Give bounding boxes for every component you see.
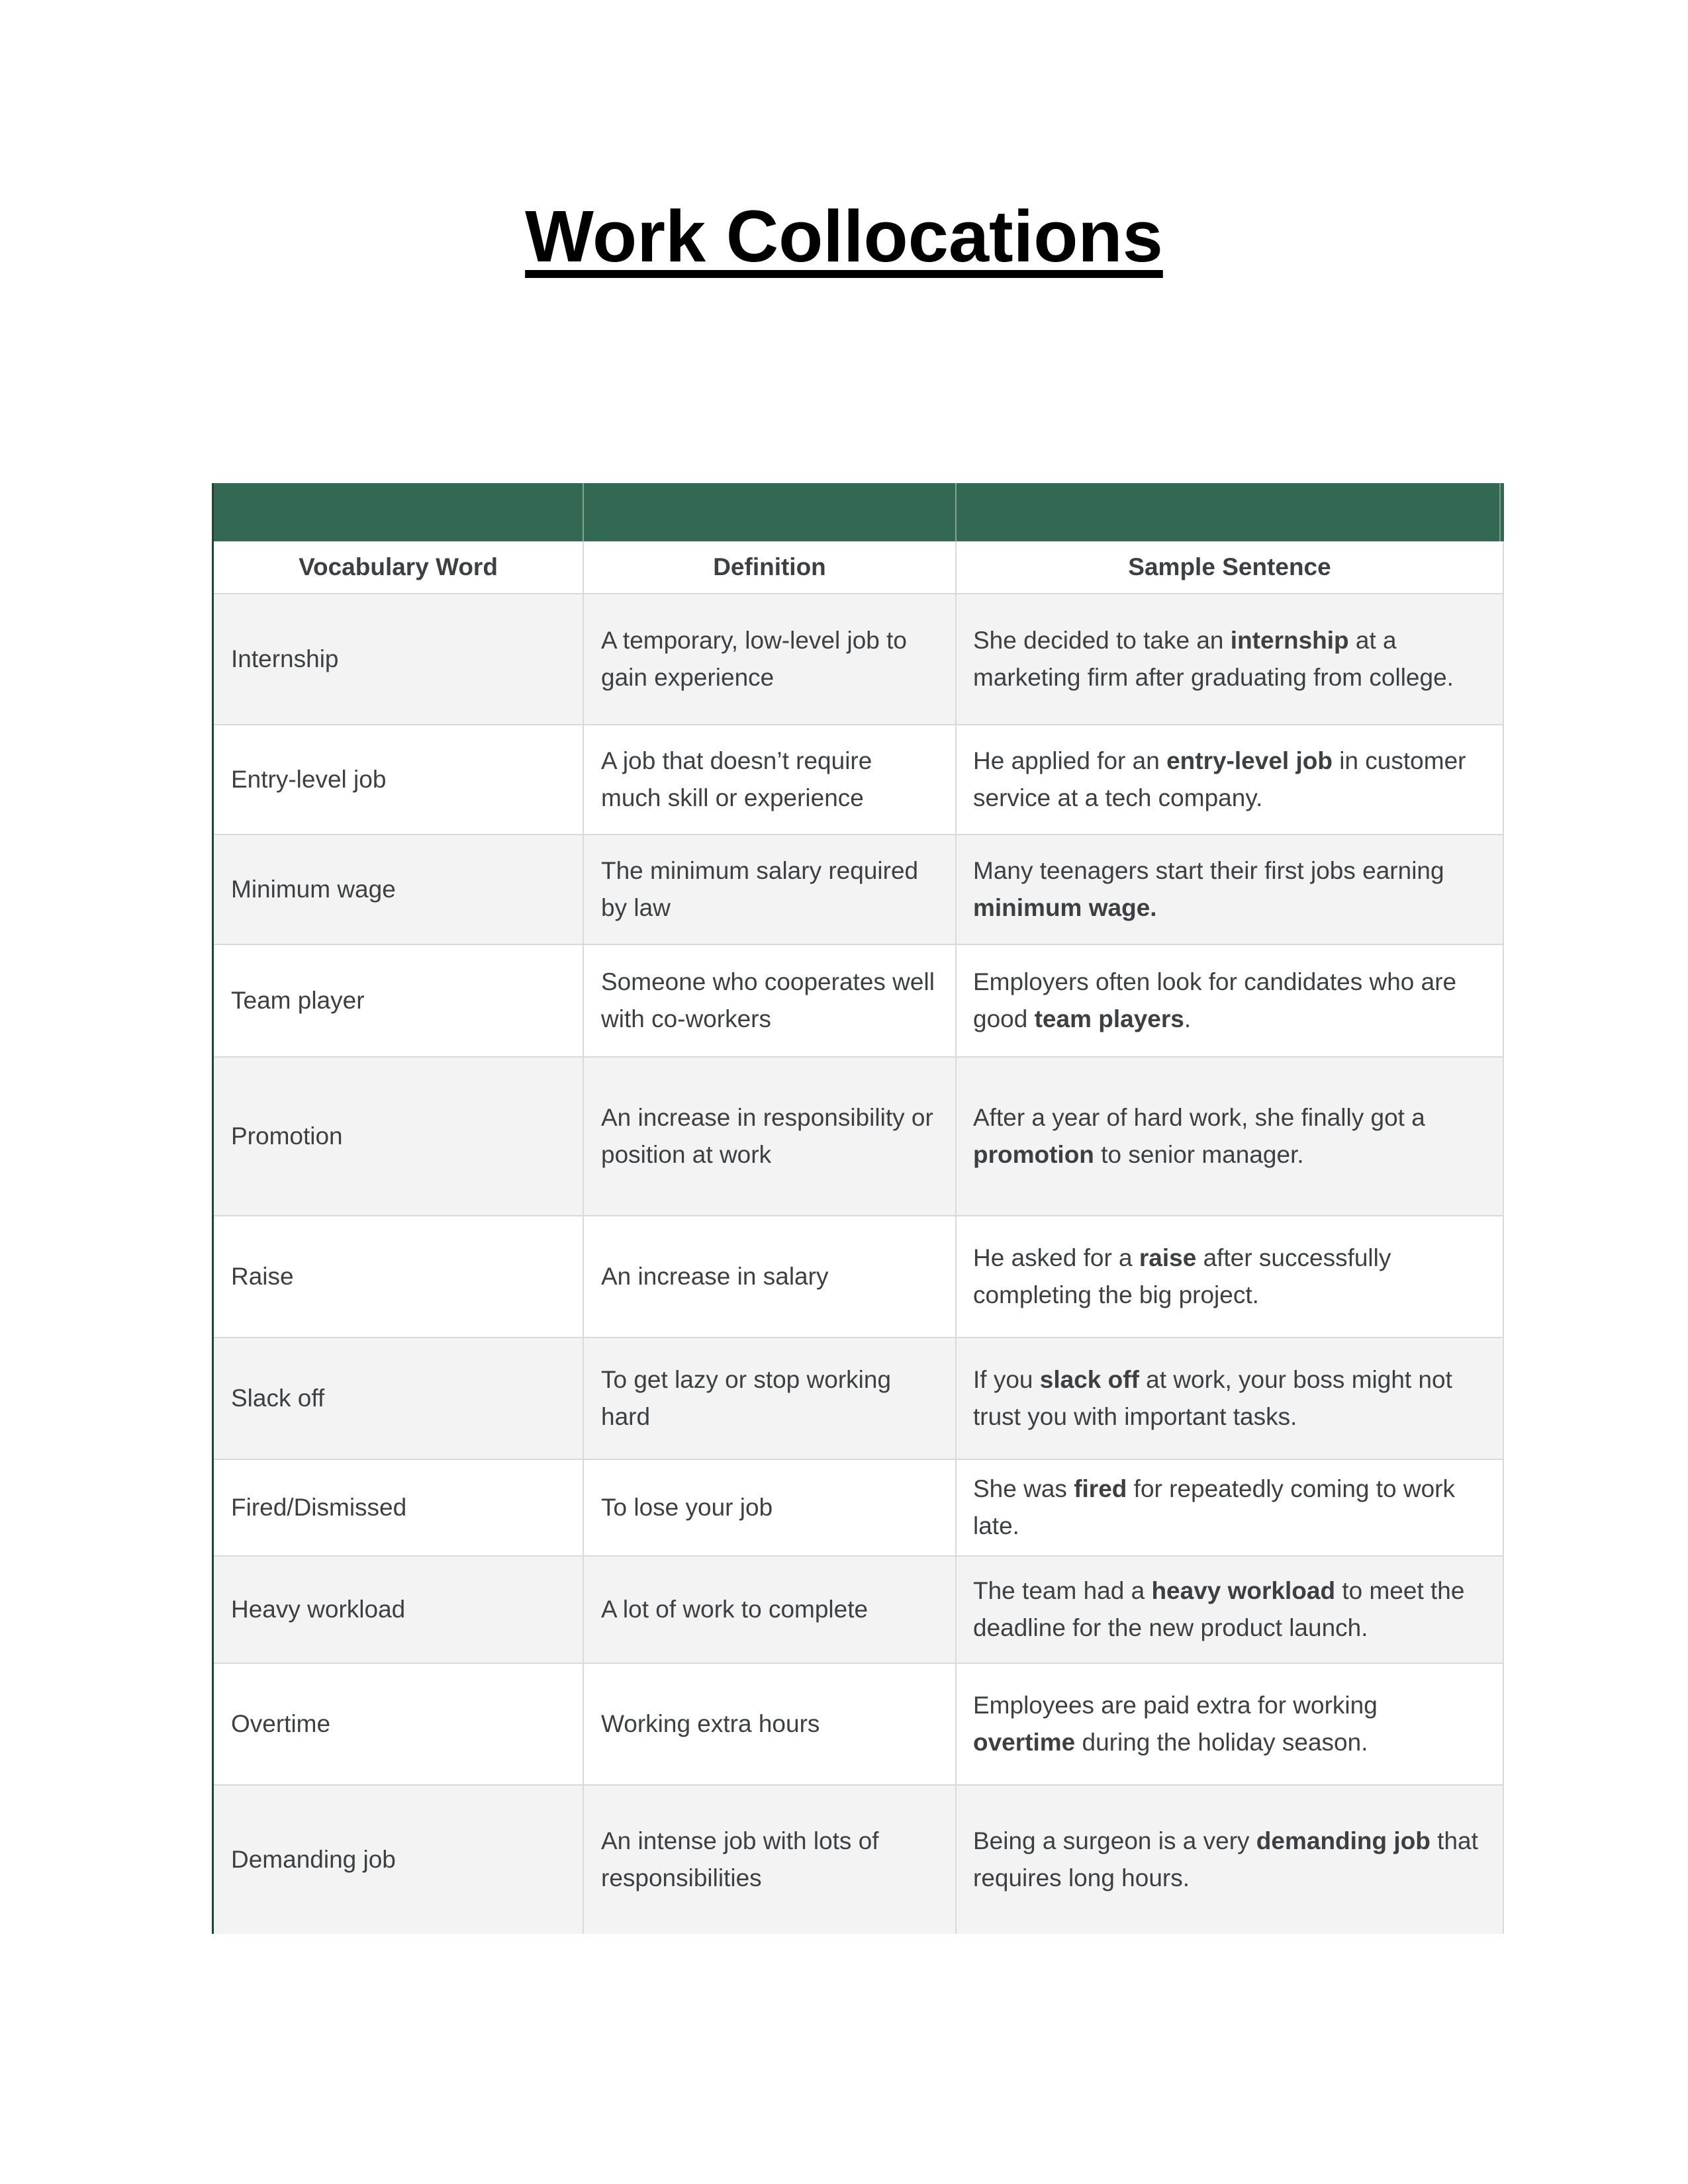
- vocab-word-cell: [214, 1557, 584, 1662]
- definition-cell: [584, 1664, 957, 1784]
- collocation-term: slack off: [1039, 1366, 1139, 1393]
- table-row: [214, 835, 1504, 945]
- header-band-cell: [584, 483, 957, 541]
- collocation-term: internship: [1230, 627, 1349, 654]
- sentence-text: after successfully completing the big project.: [973, 1244, 1391, 1308]
- vocab-word-cell: [214, 835, 584, 944]
- definition-cell: [584, 1557, 957, 1662]
- vocabulary-table: [212, 483, 1504, 1934]
- sample-sentence-cell-text: [973, 743, 1483, 817]
- collocation-term: team players: [1034, 1005, 1184, 1032]
- table-row: [214, 1058, 1504, 1216]
- definition-cell: [584, 835, 957, 944]
- definition-cell-text: An increase in responsibility or position at work: [601, 1104, 933, 1168]
- definition-cell-text: Someone who cooperates well with co-workers: [601, 968, 935, 1032]
- vocab-word-cell: [214, 1664, 584, 1784]
- definition-cell-text: An increase in salary: [601, 1263, 829, 1290]
- sample-sentence-cell: [957, 1338, 1503, 1459]
- vocab-word-cell-text: Minimum wage: [231, 876, 396, 903]
- table-row: [214, 725, 1504, 835]
- sentence-text: to senior manager.: [1094, 1141, 1304, 1168]
- sentence-text: Being a surgeon is a very: [973, 1827, 1256, 1854]
- sample-sentence-cell-text: [973, 622, 1483, 696]
- table-row: [214, 1338, 1504, 1460]
- sentence-text: If you: [973, 1366, 1040, 1393]
- sample-sentence-cell-text: [973, 1471, 1483, 1545]
- definition-cell-text: The minimum salary required by law: [601, 857, 919, 921]
- sample-sentence-cell: [957, 1058, 1503, 1215]
- sample-sentence-cell-text: [973, 1240, 1483, 1314]
- sample-sentence-cell: [957, 945, 1503, 1056]
- table-row: [214, 945, 1504, 1058]
- sentence-text: He asked for a: [973, 1244, 1139, 1271]
- collocation-term: overtime: [973, 1729, 1076, 1756]
- collocation-term: entry-level job: [1166, 747, 1333, 774]
- sentence-text: After a year of hard work, she finally got a: [973, 1104, 1425, 1131]
- definition-cell-text: A lot of work to complete: [601, 1596, 868, 1623]
- definition-cell-text: Working extra hours: [601, 1710, 820, 1737]
- page-title: Work Collocations: [525, 196, 1163, 277]
- sample-sentence-cell-text: [973, 1099, 1483, 1173]
- definition-cell: [584, 1216, 957, 1337]
- definition-cell-text: To lose your job: [601, 1494, 773, 1521]
- definition-cell: [584, 945, 957, 1056]
- vocab-word-cell-text: Demanding job: [231, 1846, 396, 1873]
- sample-sentence-cell: [957, 1460, 1503, 1555]
- collocation-term: promotion: [973, 1141, 1094, 1168]
- definition-cell-text: A temporary, low-level job to gain experience: [601, 627, 908, 691]
- collocation-term: minimum wage.: [973, 894, 1157, 921]
- table-row: [214, 1786, 1504, 1934]
- sample-sentence-cell: [957, 594, 1503, 724]
- table-header-row: [214, 541, 1504, 594]
- vocab-word-cell: [214, 945, 584, 1056]
- vocab-word-cell-text: Raise: [231, 1263, 294, 1290]
- sentence-text: Many teenagers start their first jobs earning: [973, 857, 1444, 884]
- vocab-word-cell-text: Slack off: [231, 1385, 325, 1412]
- definition-cell: [584, 1338, 957, 1459]
- definition-cell: [584, 1786, 957, 1934]
- sample-sentence-cell-text: [973, 1572, 1483, 1647]
- sentence-text: during the holiday season.: [1075, 1729, 1368, 1756]
- table-row: [214, 594, 1504, 725]
- sample-sentence-cell: [957, 1786, 1503, 1934]
- definition-cell-text: An intense job with lots of responsibilities: [601, 1827, 879, 1891]
- vocab-word-cell-text: Overtime: [231, 1710, 331, 1737]
- column-header-vocabulary-word: Vocabulary Word: [214, 541, 584, 593]
- sample-sentence-cell-text: [973, 1687, 1483, 1761]
- definition-cell-text: A job that doesn’t require much skill or experience: [601, 747, 872, 811]
- collocation-term: heavy workload: [1151, 1577, 1336, 1604]
- vocab-word-cell-text: Entry-level job: [231, 766, 387, 793]
- header-band-cell: [957, 483, 1501, 541]
- sentence-text: in customer service at a tech company.: [973, 747, 1466, 811]
- sentence-text: He applied for an: [973, 747, 1167, 774]
- sample-sentence-cell-text: [973, 852, 1483, 927]
- vocab-word-cell: [214, 1216, 584, 1337]
- header-band-cell: [1501, 483, 1504, 541]
- sentence-text: Employers often look for candidates who are good: [973, 968, 1457, 1032]
- table-row: [214, 1664, 1504, 1786]
- sentence-text: for repeatedly coming to work late.: [973, 1475, 1456, 1539]
- definition-cell: [584, 594, 957, 724]
- vocab-word-cell: [214, 1460, 584, 1555]
- table-header-band: [214, 483, 1504, 541]
- sentence-text: She decided to take an: [973, 627, 1231, 654]
- sentence-text: Employees are paid extra for working: [973, 1692, 1378, 1719]
- sample-sentence-cell: [957, 725, 1503, 834]
- sample-sentence-cell-text: [973, 964, 1483, 1038]
- vocab-word-cell-text: Heavy workload: [231, 1596, 406, 1623]
- sample-sentence-cell: [957, 1557, 1503, 1662]
- sentence-text: at work, your boss might not trust you with important tasks.: [973, 1366, 1452, 1430]
- table-body: [214, 594, 1504, 1934]
- column-header-definition: Definition: [584, 541, 957, 593]
- table-row: [214, 1216, 1504, 1338]
- vocab-word-cell-text: Team player: [231, 987, 365, 1014]
- collocation-term: demanding job: [1256, 1827, 1430, 1854]
- sentence-text: to meet the deadline for the new product launch.: [973, 1577, 1465, 1641]
- definition-cell: [584, 1058, 957, 1215]
- sample-sentence-cell: [957, 1664, 1503, 1784]
- column-header-sample-sentence: Sample Sentence: [1128, 553, 1331, 580]
- vocab-word-cell-text: Fired/Dismissed: [231, 1494, 407, 1521]
- table-row: [214, 1460, 1504, 1557]
- collocation-term: fired: [1074, 1475, 1127, 1502]
- vocab-word-cell: [214, 594, 584, 724]
- sentence-text: .: [1184, 1005, 1192, 1032]
- vocab-word-cell: [214, 1786, 584, 1934]
- vocab-word-cell-text: Promotion: [231, 1122, 343, 1150]
- sentence-text: that requires long hours.: [973, 1827, 1478, 1891]
- vocab-word-cell: [214, 1338, 584, 1459]
- sample-sentence-cell-text: [973, 1361, 1483, 1435]
- vocab-word-cell-text: Internship: [231, 645, 339, 672]
- definition-cell: [584, 1460, 957, 1555]
- sentence-text: The team had a: [973, 1577, 1152, 1604]
- sample-sentence-cell: [957, 1216, 1503, 1337]
- vocab-word-cell: [214, 725, 584, 834]
- collocation-term: raise: [1139, 1244, 1197, 1271]
- definition-cell-text: To get lazy or stop working hard: [601, 1366, 892, 1430]
- definition-cell: [584, 725, 957, 834]
- sentence-text: at a marketing firm after graduating from college.: [973, 627, 1454, 691]
- sentence-text: She was: [973, 1475, 1074, 1502]
- vocab-word-cell: [214, 1058, 584, 1215]
- header-band-cell: [214, 483, 584, 541]
- sample-sentence-cell-text: [973, 1823, 1483, 1897]
- sample-sentence-cell: [957, 835, 1503, 944]
- table-row: [214, 1557, 1504, 1664]
